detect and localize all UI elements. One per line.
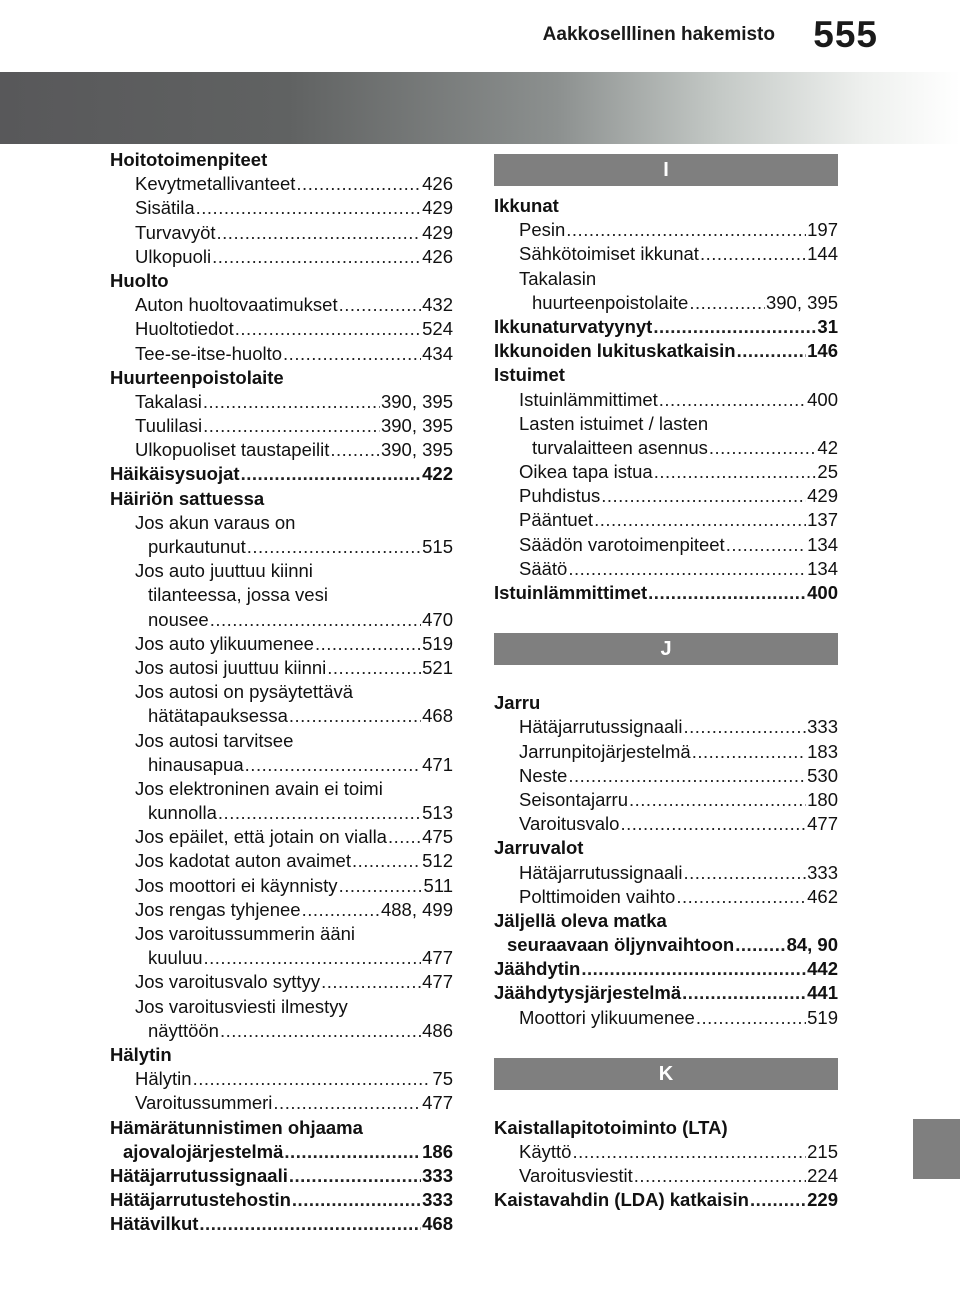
index-entry: Jos epäilet, että jotain on vialla ..... 475 — [110, 825, 453, 849]
index-heading: Huolto — [110, 269, 169, 291]
index-entry: Varoitusvalo ..... 477 — [494, 812, 838, 836]
section-letter-bar-k: K — [494, 1058, 838, 1090]
index-entry: Varoitussummeri ..... 477 — [110, 1091, 453, 1115]
index-entry-line: Lasten istuimet / lasten — [519, 412, 709, 434]
index-entry-line: Jos varoitussummerin ääni — [135, 923, 356, 944]
index-entry-line: Jos akun varaus on — [135, 511, 296, 533]
index-entry: Auton huoltovaatimukset ..... 432 — [110, 293, 453, 317]
index-heading: Häiriön sattuessa — [110, 487, 265, 509]
index-entry-line: Jos autosi on pysäytettävä — [135, 681, 354, 703]
index-entry-bold: Jäähdytin ..... 442 — [494, 957, 838, 981]
index-entry: Sisätila ..... 429 — [110, 196, 453, 220]
index-entry: Jos varoitusvalo syttyy ..... 477 — [110, 970, 453, 994]
index-entry: turvalaitteen asennus ..... 42 — [494, 436, 838, 460]
index-entry-line: Jos elektroninen avain ei toimi — [135, 777, 383, 799]
page-number: 555 — [813, 14, 878, 55]
index-entry: Oikea tapa istua ..... 25 — [494, 460, 838, 484]
index-entry-line: Jos varoitusviesti ilmestyy — [135, 995, 348, 1017]
index-entry: Jos autosi juuttuu kiinni ..... 521 — [110, 656, 453, 680]
index-entry: kunnolla ..... 513 — [110, 801, 453, 825]
index-entry: Jos rengas tyhjenee ..... 488, 499 — [110, 898, 453, 922]
index-entry: Hätäjarrutussignaali ..... 333 — [494, 715, 838, 739]
index-heading: Kaistallapitotoiminto (LTA) — [494, 1116, 728, 1138]
index-entry-bold: Jäähdytysjärjestelmä ..... 441 — [494, 981, 838, 1005]
index-entry: Tee-se-itse-huolto ..... 434 — [110, 342, 453, 366]
index-entry-bold: Ikkunoiden lukituskatkaisin ..... 146 — [494, 339, 838, 363]
index-entry: nousee ..... 470 — [110, 608, 453, 632]
index-entry: Moottori ylikuumenee ..... 519 — [494, 1006, 838, 1030]
index-heading: Hoitotoimenpiteet — [110, 149, 268, 170]
index-entry-line: Jos auto juuttuu kiinni — [135, 560, 313, 582]
index-entry: Takalasi ..... 390, 395 — [110, 390, 453, 414]
index-entry: Hätäjarrutussignaali ..... 333 — [494, 861, 838, 885]
index-entry: Jos moottori ei käynnisty ..... 511 — [110, 874, 453, 898]
index-entry: Ulkopuoli ..... 426 — [110, 245, 453, 269]
section-letter-bar-i: I — [494, 154, 838, 186]
index-entry: Jos auto ylikuumenee ..... 519 — [110, 632, 453, 656]
index-entry: Tuulilasi ..... 390, 395 — [110, 414, 453, 438]
index-entry: Varoitusviestit ..... 224 — [494, 1164, 838, 1188]
index-entry-line: Hämärätunnistimen ohjaama — [110, 1116, 363, 1138]
index-entry: näyttöön ..... 486 — [110, 1019, 453, 1043]
index-column-left — [110, 148, 453, 1236]
chapter-thumb-tab — [913, 1119, 960, 1179]
index-entry-bold: Hätävilkut ..... 468 — [110, 1212, 453, 1236]
index-entry: Jarrunpitojärjestelmä ..... 183 — [494, 740, 838, 764]
index-entry-bold: Häikäisysuojat ..... 422 — [110, 462, 453, 486]
index-entry: Pääntuet ..... 137 — [494, 508, 838, 532]
index-entry: Kevytmetallivanteet ..... 426 — [110, 172, 453, 196]
index-heading: Istuimet — [494, 364, 565, 386]
index-heading: Jarruvalot — [494, 837, 584, 859]
index-entry: Pesin ..... 197 — [494, 218, 838, 242]
index-entry: Jos kadotat auton avaimet ..... 512 — [110, 849, 453, 873]
index-entry-line: Jos autosi tarvitsee — [135, 729, 294, 751]
index-entry-bold: seuraavaan öljynvaihtoon ..... 84, 90 — [494, 933, 838, 957]
index-column-right — [494, 148, 838, 1213]
index-entry-bold: Istuinlämmittimet ..... 400 — [494, 581, 838, 605]
page-header — [0, 0, 960, 72]
index-entry-line: tilanteessa, jossa vesi — [148, 584, 328, 606]
section-letter-bar-j: J — [494, 633, 838, 665]
index-entry: huurteenpoistolaite ..... 390, 395 — [494, 291, 838, 315]
index-entry-bold: Ikkunaturvatyynyt ..... 31 — [494, 315, 838, 339]
header-gradient-band — [0, 72, 960, 144]
index-heading: Ikkunat — [494, 195, 559, 216]
index-entry: Sähkötoimiset ikkunat ..... 144 — [494, 242, 838, 266]
index-entry: Seisontajarru ..... 180 — [494, 788, 838, 812]
index-entry: Polttimoiden vaihto ..... 462 — [494, 885, 838, 909]
index-entry: Puhdistus ..... 429 — [494, 484, 838, 508]
index-entry: Huoltotiedot ..... 524 — [110, 317, 453, 341]
index-entry: Säädön varotoimenpiteet ..... 134 — [494, 533, 838, 557]
index-entry-line: Jäljellä oleva matka — [494, 909, 667, 931]
index-entry: Hälytin ..... 75 — [110, 1067, 453, 1091]
header-section-title: Aakkoselllinen hakemisto — [542, 24, 775, 45]
index-entry: kuuluu ..... 477 — [110, 946, 453, 970]
index-heading: Jarru — [494, 692, 541, 714]
index-entry-line: Takalasin — [519, 267, 597, 289]
index-heading: Huurteenpoistolaite — [110, 366, 284, 388]
index-entry: Turvavyöt ..... 429 — [110, 221, 453, 245]
index-entry: Istuinlämmittimet ..... 400 — [494, 388, 838, 412]
index-entry: Neste ..... 530 — [494, 764, 838, 788]
index-entry: hinausapua ..... 471 — [110, 753, 453, 777]
index-entry: purkautunut ..... 515 — [110, 535, 453, 559]
index-heading: Hälytin — [110, 1043, 172, 1065]
index-entry: hätätapauksessa ..... 468 — [110, 704, 453, 728]
index-entry-bold: Hätäjarrutustehostin ..... 333 — [110, 1188, 453, 1212]
index-entry-bold: Hätäjarrutussignaali ..... 333 — [110, 1164, 453, 1188]
index-entry: Ulkopuoliset taustapeilit ..... 390, 395 — [110, 438, 453, 462]
index-entry-bold: Kaistavahdin (LDA) katkaisin ..... 229 — [494, 1188, 838, 1212]
index-entry: Käyttö ..... 215 — [494, 1140, 838, 1164]
index-entry-bold: ajovalojärjestelmä ..... 186 — [110, 1140, 453, 1164]
index-entry: Säätö ..... 134 — [494, 557, 838, 581]
